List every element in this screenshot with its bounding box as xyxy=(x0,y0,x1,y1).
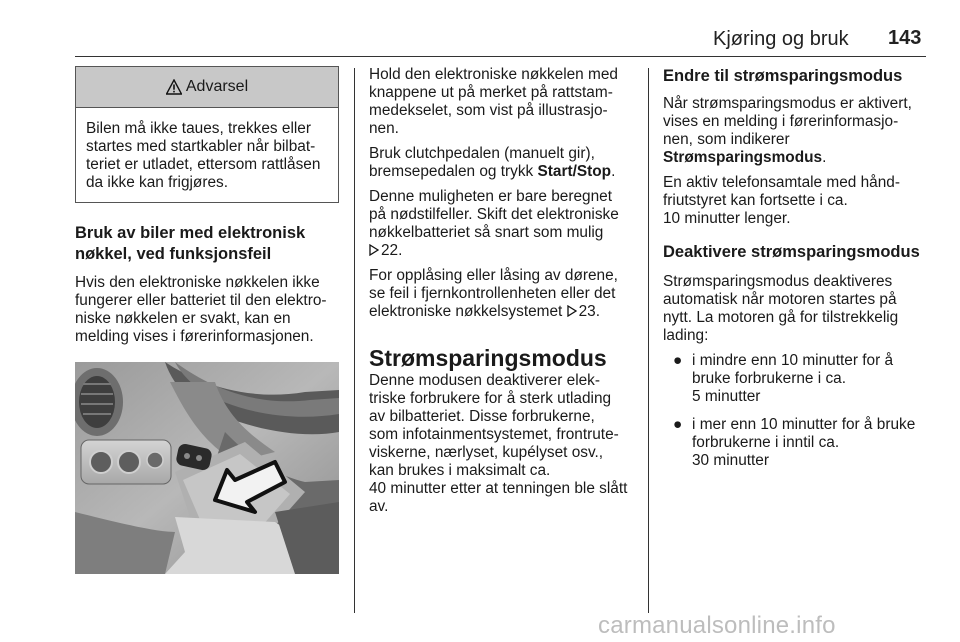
text-line: automatisk når motoren startes på xyxy=(663,291,897,308)
page-reference-number: 23. xyxy=(578,303,600,320)
page-reference[interactable] xyxy=(567,303,600,320)
text-line: triske forbrukere for å sterk utlading xyxy=(369,390,612,407)
text-line: lading: xyxy=(663,327,709,344)
warning-line: teriet er utladet, ettersom rattlåsen xyxy=(86,156,321,173)
bullet-icon: ● xyxy=(673,352,683,369)
column-1 xyxy=(75,66,339,574)
text-line: nen, som indikerer xyxy=(663,131,790,148)
paragraph xyxy=(369,66,635,138)
header-rule xyxy=(75,56,926,57)
text-fragment: . xyxy=(611,163,616,180)
paragraph xyxy=(663,95,929,167)
bullet-icon: ● xyxy=(673,416,683,433)
text-line: Denne modusen deaktiverer elek- xyxy=(369,372,600,389)
page-reference-number: 22. xyxy=(381,242,403,259)
text-line: se feil i fjernkontrollenheten eller det xyxy=(369,285,616,302)
text-line: bruke forbrukerne i ca. xyxy=(692,370,846,387)
paragraph xyxy=(663,174,929,228)
start-stop-term: Start/Stop xyxy=(537,163,612,180)
power-saving-term: Strømsparingsmodus xyxy=(663,149,823,166)
warning-line: Bilen må ikke taues, trekkes eller xyxy=(86,120,311,137)
page-number: 143 xyxy=(888,27,922,49)
text-line: fungerer eller batteriet til den elektro- xyxy=(75,292,327,309)
section-heading-enter-power-saving: Endre til strømsparingsmodus xyxy=(663,67,903,85)
warning-triangle-icon xyxy=(166,79,182,95)
warning-box xyxy=(75,66,339,203)
text-line xyxy=(663,149,929,167)
bullet-list xyxy=(663,352,929,470)
text-line: nen. xyxy=(369,120,399,137)
text-line: på nødstilfeller. Skift det elektroniske xyxy=(369,206,619,223)
warning-title: Advarsel xyxy=(185,78,249,95)
text-line: vises en melding i førerinformasjo- xyxy=(663,113,899,130)
text-line xyxy=(369,163,635,181)
section-heading-electronic-key xyxy=(75,223,339,265)
paragraph xyxy=(369,267,635,321)
text-line: av bilbatteriet. Disse forbrukerne, xyxy=(369,408,595,425)
text-line: niske nøkkelen er svakt, kan en xyxy=(75,310,291,327)
list-item xyxy=(663,416,929,470)
heading-line: nøkkel, ved funksjonsfeil xyxy=(75,245,272,263)
text-line: Hold den elektroniske nøkkelen med xyxy=(369,66,618,83)
heading-line: Bruk av biler med elektronisk xyxy=(75,224,306,242)
text-line xyxy=(369,303,635,321)
text-line: Strømsparingsmodus deaktiveres xyxy=(663,273,893,290)
text-line: forbrukerne i inntil ca. xyxy=(692,434,840,451)
text-line: viskerne, nærlyset, kupélyset osv., xyxy=(369,444,604,461)
text-line: nytt. La motoren gå for tilstrekkelig xyxy=(663,309,899,326)
warning-line: da ikke kan frigjøres. xyxy=(86,174,228,191)
text-line: i mindre enn 10 minutter for å xyxy=(692,352,894,369)
steering-column-key-slot-photo xyxy=(75,362,339,574)
column-3 xyxy=(663,66,929,480)
column-divider xyxy=(648,68,649,613)
text-line: Denne muligheten er bare beregnet xyxy=(369,188,612,205)
text-line: medekselet, som vist på illustrasjo- xyxy=(369,102,608,119)
warning-line: startes med startkabler når bilbat- xyxy=(86,138,316,155)
page-header-title: Kjøring og bruk xyxy=(713,28,849,50)
text-line: For opplåsing eller låsing av dørene, xyxy=(369,267,618,284)
text-line: i mer enn 10 minutter for å bruke xyxy=(692,416,916,433)
text-line: Når strømsparingsmodus er aktivert, xyxy=(663,95,912,112)
section-heading-deactivate-power-saving: Deaktivere strømsparingsmodus xyxy=(663,243,920,261)
page-reference[interactable] xyxy=(369,242,635,260)
section-heading-power-saving: Strømsparingsmodus xyxy=(369,345,607,371)
column-divider xyxy=(354,68,355,613)
text-line: 10 minutter lenger. xyxy=(663,210,791,227)
text-fragment: bremsepedalen og trykk xyxy=(369,163,538,180)
text-line: 30 minutter xyxy=(692,452,769,469)
text-line: knappene ut på merket på rattstam- xyxy=(369,84,613,101)
watermark: carmanualsonline.info xyxy=(598,612,836,639)
text-line: av. xyxy=(369,498,389,515)
column-2 xyxy=(369,66,635,523)
page-reference-arrow-icon xyxy=(567,305,577,317)
text-line: Hvis den elektroniske nøkkelen ikke xyxy=(75,274,320,291)
text-fragment: . xyxy=(822,149,827,166)
text-line: 40 minutter etter at tenningen ble slått xyxy=(369,480,628,497)
text-line: melding vises i førerinformasjonen. xyxy=(75,328,314,345)
paragraph xyxy=(663,273,929,345)
warning-body xyxy=(76,108,338,202)
warning-header xyxy=(76,67,338,108)
text-line: kan brukes i maksimalt ca. xyxy=(369,462,551,479)
text-line: nøkkelbatteriet så snart som mulig xyxy=(369,224,604,241)
page-reference-arrow-icon xyxy=(369,244,379,256)
text-line: En aktiv telefonsamtale med hånd- xyxy=(663,174,900,191)
paragraph xyxy=(75,274,339,346)
text-line: 5 minutter xyxy=(692,388,761,405)
list-item xyxy=(663,352,929,406)
paragraph xyxy=(369,188,635,260)
text-fragment: elektroniske nøkkelsystemet xyxy=(369,303,567,320)
paragraph xyxy=(369,372,635,516)
paragraph xyxy=(369,145,635,181)
text-line: Bruk clutchpedalen (manuelt gir), xyxy=(369,145,595,162)
text-line: som infotainmentsystemet, frontrute- xyxy=(369,426,619,443)
text-line: friutstyret kan fortsette i ca. xyxy=(663,192,848,209)
